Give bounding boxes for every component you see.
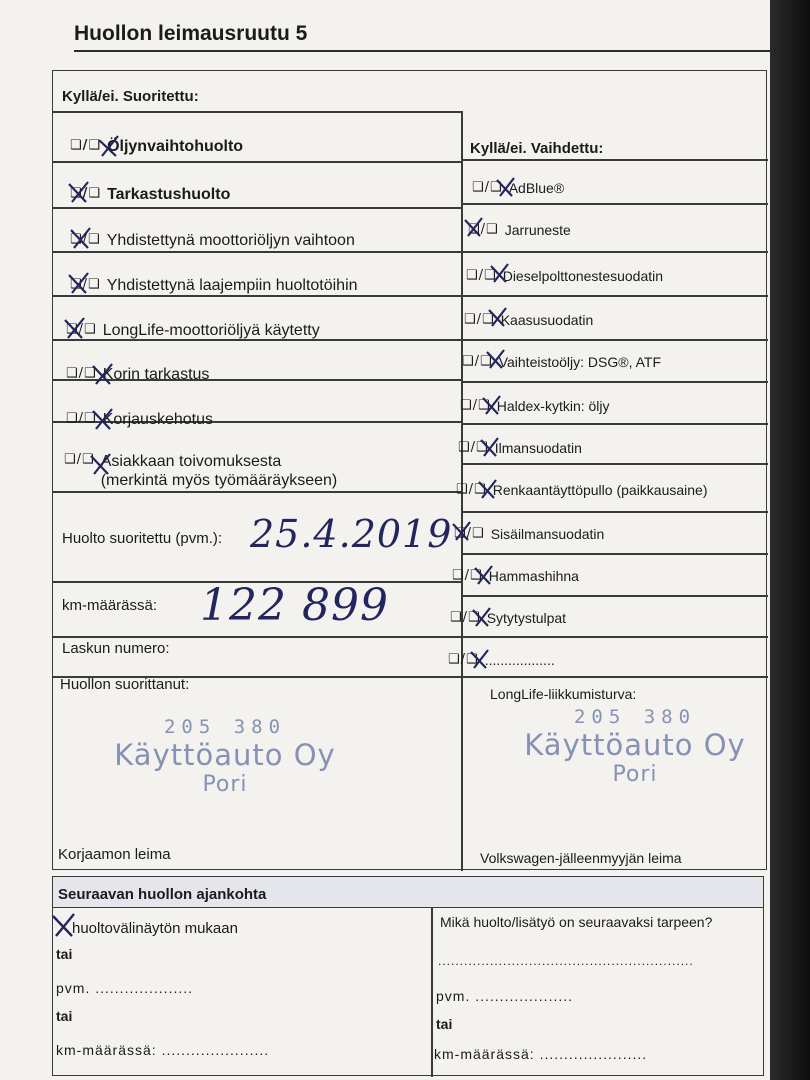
workshop-stamp (100, 716, 350, 797)
check-mark-icon (468, 648, 492, 672)
check-mark-icon (96, 134, 122, 160)
checkbox-pair[interactable]: ❑/❑ (466, 268, 497, 283)
next-date-field[interactable]: pvm. .................... (56, 980, 194, 996)
row-divider (461, 295, 768, 297)
service-date-value[interactable]: 25.4.2019 (250, 512, 453, 556)
checkbox-pair[interactable]: ❑/❑ (460, 398, 491, 413)
right-item-ilmansuodatin[interactable] (458, 440, 582, 456)
checkbox-pair[interactable]: ❑/❑ (70, 186, 102, 201)
item-label: LongLife-moottoriöljyä käytetty (102, 322, 320, 339)
left-item-tarkastushuolto[interactable] (70, 186, 230, 204)
check-mark-icon (462, 216, 486, 240)
check-mark-icon (450, 520, 474, 544)
next-right-date-field[interactable]: pvm. .................... (436, 988, 574, 1004)
stamp-name: Käyttöauto Oy (524, 728, 746, 762)
item-label: Yhdistettynä moottoriöljyn vaihtoon (106, 232, 355, 249)
check-mark-icon (486, 306, 510, 330)
item-label: Vaihteistoöljy: DSG®, ATF (498, 354, 661, 370)
check-mark-icon (478, 436, 502, 460)
item-label: .................. (484, 652, 555, 668)
stamp-name: Käyttöauto Oy (114, 738, 336, 772)
check-mark-icon (484, 348, 508, 372)
item-label: Tarkastushuolto (107, 186, 231, 203)
right-item-sisailmansuodatin[interactable] (454, 526, 604, 542)
checkbox-pair[interactable]: ❑/❑ (458, 440, 489, 455)
item-label: Haldex-kytkin: öljy (496, 398, 610, 414)
row-divider (461, 381, 768, 383)
row-divider (461, 511, 768, 513)
item-label: Jarruneste (504, 222, 571, 238)
row-divider (53, 491, 461, 493)
left-item-korin-tarkastus[interactable] (66, 366, 209, 384)
page-title: Huollon leimausruutu 5 (74, 22, 308, 45)
checkbox-pair[interactable]: ❑/❑ (456, 482, 487, 497)
item-label (101, 452, 338, 490)
longlife-label: LongLife-liikkumisturva: (490, 686, 637, 702)
km-label: km-määrässä: (62, 597, 158, 614)
right-item-other[interactable] (448, 652, 555, 668)
check-mark-icon (494, 176, 518, 200)
dealer-stamp (520, 706, 750, 787)
stamp-city: Pori (202, 772, 248, 797)
row-divider (461, 423, 768, 425)
left-item-korjauskehotus[interactable] (66, 411, 213, 429)
check-mark-icon (66, 180, 92, 206)
left-item-longlife-oljy[interactable] (66, 322, 320, 340)
row-divider (53, 161, 461, 163)
checkbox-pair[interactable]: ❑/❑ (66, 411, 97, 426)
checkbox-pair[interactable]: ❑/❑ (450, 610, 481, 625)
performed-by-label: Huollon suorittanut: (60, 676, 190, 693)
next-km-field[interactable]: km-määrässä: ...................... (56, 1042, 270, 1058)
next-right-km-field[interactable]: km-määrässä: ...................... (434, 1046, 648, 1062)
right-item-kaasusuodatin[interactable] (464, 312, 593, 328)
item-label: Sisäilmansuodatin (490, 526, 605, 542)
checkbox-pair[interactable]: ❑/❑ (468, 222, 499, 237)
check-mark-icon (470, 606, 494, 630)
checkbox-pair[interactable]: ❑/❑ (472, 180, 503, 195)
check-mark-icon (66, 271, 92, 297)
item-label-line2: (merkintä myös työmääräykseen) (100, 472, 338, 489)
title-underline (74, 50, 774, 52)
row-divider (53, 636, 768, 638)
check-mark-icon (88, 452, 114, 478)
item-label: Öljynvaihtohuolto (107, 138, 244, 155)
item-label: AdBlue® (508, 180, 565, 196)
next-option-interval-display[interactable]: huoltovälinäytön mukaan (72, 920, 238, 937)
check-mark-icon (62, 316, 88, 342)
item-label: Korin tarkastus (102, 366, 210, 383)
checkbox-pair[interactable]: ❑/❑ (70, 277, 101, 292)
item-label-line1: Asiakkaan toivomuksesta (100, 453, 282, 470)
checkbox-pair[interactable]: ❑/❑ (452, 568, 483, 583)
check-mark-icon (472, 564, 496, 588)
row-divider (461, 203, 768, 205)
row-divider (461, 251, 768, 253)
item-label: Ilmansuodatin (494, 440, 582, 456)
right-column-header: Kyllä/ei. Vaihdettu: (470, 140, 604, 157)
check-mark-icon (68, 226, 94, 252)
row-divider (53, 111, 461, 113)
km-value[interactable]: 122 899 (200, 580, 389, 631)
item-label: Yhdistettynä laajempiin huoltotöihin (106, 277, 358, 294)
checkbox-pair[interactable]: ❑/❑ (64, 452, 95, 467)
item-label: Dieselpolttonestesuodatin (502, 268, 664, 284)
left-column-header: Kyllä/ei. Suoritettu: (62, 88, 199, 105)
next-work-question: Mikä huolto/lisätyö on seuraavaksi tarpeen? (440, 914, 713, 930)
checkbox-pair[interactable]: ❑/❑ (462, 354, 493, 369)
row-divider (53, 207, 461, 209)
check-mark-icon (480, 394, 504, 418)
checkbox-pair[interactable]: ❑/❑ (464, 312, 495, 327)
checkbox-pair[interactable]: ❑/❑ (448, 652, 479, 667)
row-divider (461, 553, 768, 555)
checkbox-pair[interactable]: ❑/❑ (70, 232, 101, 247)
row-divider (53, 295, 461, 297)
next-or-1: tai (56, 946, 73, 962)
row-divider (461, 339, 768, 341)
checkbox-pair[interactable]: ❑/❑ (454, 526, 485, 541)
check-mark-icon (90, 407, 116, 433)
left-item-laajemmat-huoltotyot[interactable] (70, 277, 358, 295)
workshop-stamp-label: Korjaamon leima (58, 846, 171, 863)
item-label: Sytytystulpat (486, 610, 567, 626)
right-item-sytytystulpat[interactable] (450, 610, 566, 626)
right-item-adblue[interactable] (472, 180, 564, 196)
column-divider (431, 907, 433, 1077)
checkbox-pair[interactable]: ❑/❑ (66, 366, 97, 381)
next-service-header: Seuraavan huollon ajankohta (58, 886, 267, 903)
item-label: Korjauskehotus (102, 411, 213, 428)
check-mark-icon (90, 362, 116, 388)
row-divider (461, 159, 768, 161)
next-right-or: tai (436, 1016, 453, 1032)
item-label: Renkaantäyttöpullo (paikkausaine) (492, 482, 708, 498)
stamp-city: Pori (612, 762, 658, 787)
stamp-numbers: 205 380 (573, 706, 697, 728)
row-divider (461, 463, 768, 465)
service-date-label: Huolto suoritettu (pvm.): (62, 530, 223, 547)
row-divider (53, 251, 461, 253)
background-edge (770, 0, 810, 1080)
row-divider (461, 595, 768, 597)
left-item-moottorioljy[interactable] (70, 232, 355, 250)
item-label: Kaasusuodatin (500, 312, 594, 328)
stamp-numbers: 205 380 (163, 716, 287, 738)
checkbox-pair[interactable]: ❑/❑ (70, 138, 102, 153)
checkbox-pair[interactable]: ❑/❑ (66, 322, 97, 337)
invoice-label: Laskun numero: (62, 640, 170, 657)
next-work-field[interactable]: ........................................................... (438, 954, 694, 968)
dealer-stamp-label: Volkswagen-jälleenmyyjän leima (480, 850, 682, 866)
next-or-2: tai (56, 1008, 73, 1024)
check-mark-icon (476, 478, 500, 502)
item-label: Hammashihna (488, 568, 579, 584)
check-mark-icon (488, 262, 512, 286)
